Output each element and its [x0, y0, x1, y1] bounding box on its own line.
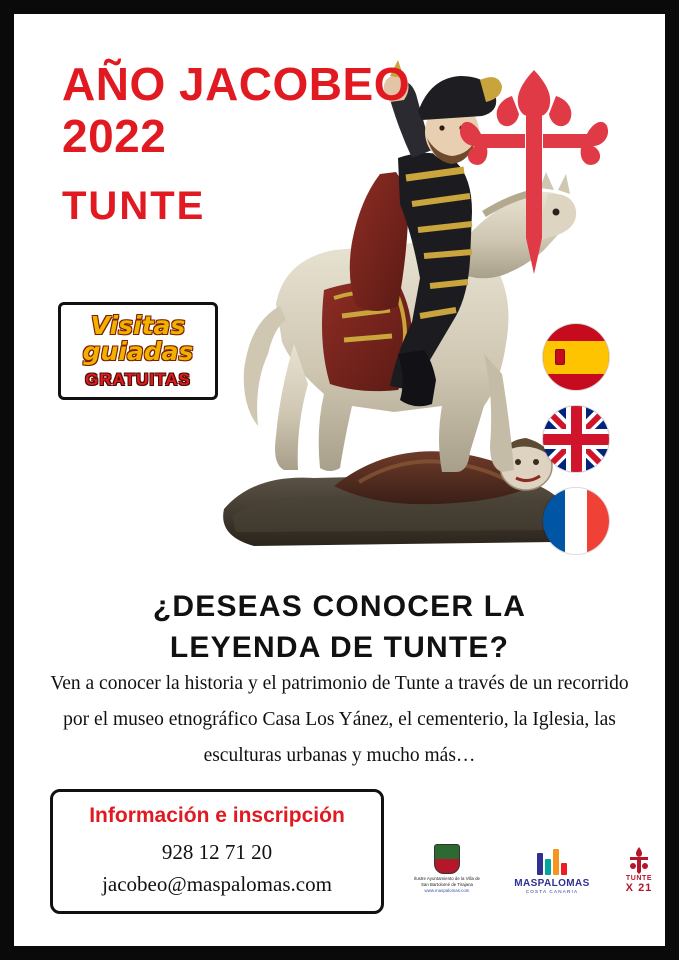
- ayuntamiento-line-2: San Bartolomé de Tirajana: [420, 882, 473, 887]
- main-question: [14, 586, 665, 668]
- contact-box: [50, 789, 384, 914]
- title-line-2: 2022: [62, 110, 167, 162]
- spain-flag-shield: [555, 349, 565, 365]
- tunte-knight-icon: [624, 845, 654, 875]
- badge-line-1: Visitas: [90, 310, 186, 340]
- spain-flag-stripe: [543, 341, 609, 374]
- maspalomas-logo: [514, 845, 589, 894]
- body-text: Ven a conocer la historia y el patrimonio de Tunte a través de un recorrido por el museo etnográfico Casa Los Yánez, el cementerio, la Iglesia, las esculturas urbanas y mucho más…: [50, 673, 629, 766]
- contact-phone[interactable]: 928 12 71 20: [161, 839, 273, 864]
- maspalomas-mark-icon: [514, 845, 589, 875]
- tunte-line-1: TUNTE: [625, 874, 653, 882]
- badge-line-2: guiadas: [82, 336, 194, 366]
- ayuntamiento-line-3: www.maspalomas.com: [424, 888, 470, 893]
- logo-row: [414, 829, 654, 909]
- contact-email[interactable]: jacobeo@maspalomas.com: [102, 871, 332, 896]
- status-badge: [58, 302, 218, 400]
- ayuntamiento-line-1: Ilustre Ayuntamiento de la Villa de: [414, 876, 480, 881]
- maspalomas-line-1: MASPALOMAS: [514, 877, 590, 889]
- title-line-3: TUNTE: [62, 184, 206, 228]
- tunte-x21-logo: [624, 845, 654, 894]
- poster-sheet: [14, 14, 665, 946]
- title-line-1: AÑO JACOBEO: [62, 58, 410, 110]
- ayuntamiento-logo: [414, 844, 480, 894]
- cross-of-santiago-icon: [459, 62, 609, 292]
- united-kingdom-flag[interactable]: [543, 406, 609, 472]
- badge-line-3: GRATUITAS: [85, 369, 191, 389]
- spain-flag[interactable]: [543, 324, 609, 390]
- france-flag[interactable]: [543, 488, 609, 554]
- page-title: [62, 58, 410, 232]
- question-line-2: LEYENDA DE TUNTE?: [169, 631, 510, 664]
- contact-title: Información e inscripción: [89, 803, 345, 827]
- maspalomas-line-2: COSTA CANARIA: [525, 888, 579, 894]
- language-flags: [543, 324, 609, 570]
- tunte-line-2: X 21: [625, 881, 653, 894]
- ayuntamiento-shield-icon: [434, 844, 460, 874]
- question-line-1: ¿DESEAS CONOCER LA: [152, 590, 527, 623]
